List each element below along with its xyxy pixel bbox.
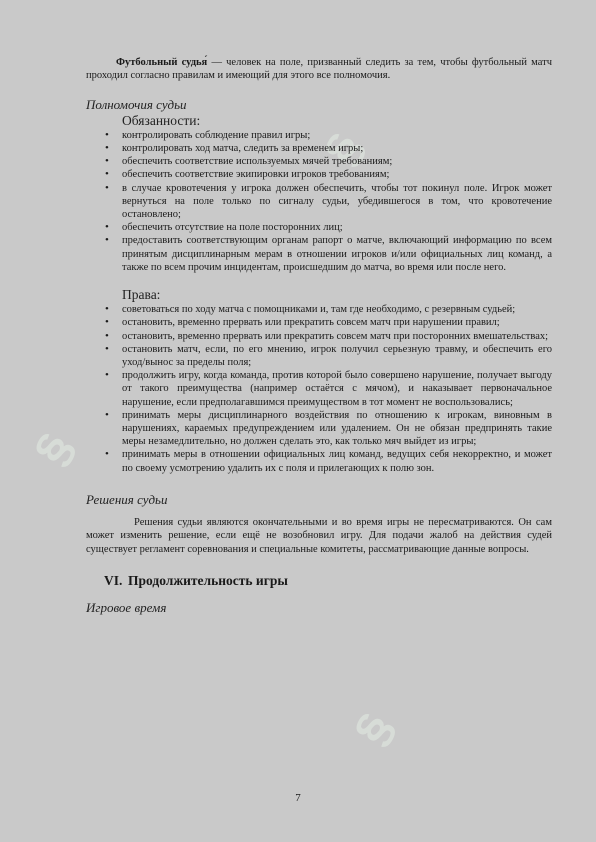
- list-item: • обеспечить отсутствие на поле посторонних лиц;: [122, 221, 552, 234]
- watermark: §: [24, 421, 86, 474]
- decisions-paragraph: Решения судьи являются окончательными и во время игры не пересматриваются. Он сам может изменить решение, если ещё не возобновил игру. Для подачи жалоб на действия судей существует регламент соревнования и специальные комитеты, рассматривающие данные вопросы.: [86, 517, 552, 555]
- chapter-heading: [104, 574, 552, 587]
- list-item: • предоставить соответствующим органам рапорт о матче, включающий информацию по всем принятым дисциплинарным мерам в отношении игроков и/или официальных лиц команд, а также по всем прочим инцидентам, происшедшим до матча, во время или после него.: [122, 234, 552, 274]
- list-item: • в случае кровотечения у игрока должен обеспечить, чтобы тот покинул поле. Игрок может вернуться на поле только по сигналу судьи, убедившегося в том, что кровотечение остановлено;: [122, 182, 552, 222]
- document-body: [86, 56, 552, 614]
- intro-text: — человек на поле, призванный следить за тем, чтобы футбольный матч проходил согласно правилам и имеющий для этого все полномочия.: [86, 57, 553, 82]
- list-item: • остановить, временно прервать или прекратить совсем матч при нарушении правил;: [122, 316, 552, 329]
- list-item: • продолжить игру, когда команда, против которой было совершено нарушение, получает выгоду от такого преимущества (например остаётся с мячом), и наказывает первоначальное нарушение, если предполагавшимся преимуществом в тот момент не воспользовались;: [122, 369, 552, 409]
- watermark: §: [344, 701, 406, 754]
- powers-heading: Полномочия судьи: [86, 97, 187, 113]
- intro-term: Футбольный судья́: [116, 57, 208, 68]
- decisions-heading: Решения судьи: [86, 491, 168, 507]
- chapter-number: VI.: [104, 572, 123, 588]
- rights-heading: Права:: [122, 287, 161, 303]
- duties-heading: Обязанности:: [122, 112, 201, 128]
- list-item: • остановить матч, если, по его мнению, игрок получил серьезную травму, и обеспечить его уход/вынос за пределы поля;: [122, 343, 552, 369]
- list-item: • остановить, временно прервать или прекратить совсем матч при посторонних вмешательствах;: [122, 330, 552, 343]
- list-item: • контролировать ход матча, следить за временем игры;: [122, 142, 552, 155]
- intro-paragraph: [86, 56, 552, 82]
- list-item: • принимать меры в отношении официальных лиц команд, ведущих себя некорректно, и может по своему усмотрению удалить их с поля и прилегающих к полю зон.: [122, 448, 552, 474]
- rights-list: [86, 303, 552, 475]
- list-item: • принимать меры дисциплинарного воздействия по отношению к игрокам, виновным в нарушениях, караемых предупреждением или удалением. Он не обязан предпринять такие меры незамедлительно, но должен сделать это, как только мяч выйдет из игры;: [122, 409, 552, 449]
- page-number: 7: [295, 792, 301, 804]
- list-item: • обеспечить соответствие используемых мячей требованиям;: [122, 155, 552, 168]
- list-item: • контролировать соблюдение правил игры;: [122, 129, 552, 142]
- game-time-heading: Игровое время: [86, 599, 167, 615]
- list-item: • советоваться по ходу матча с помощниками и, там где необходимо, с резервным судьей;: [122, 303, 552, 316]
- watermark: §: [314, 121, 376, 174]
- list-item: • обеспечить соответствие экипировки игроков требованиям;: [122, 168, 552, 181]
- chapter-title: Продолжительность игры: [128, 572, 288, 588]
- duties-list: [86, 129, 552, 274]
